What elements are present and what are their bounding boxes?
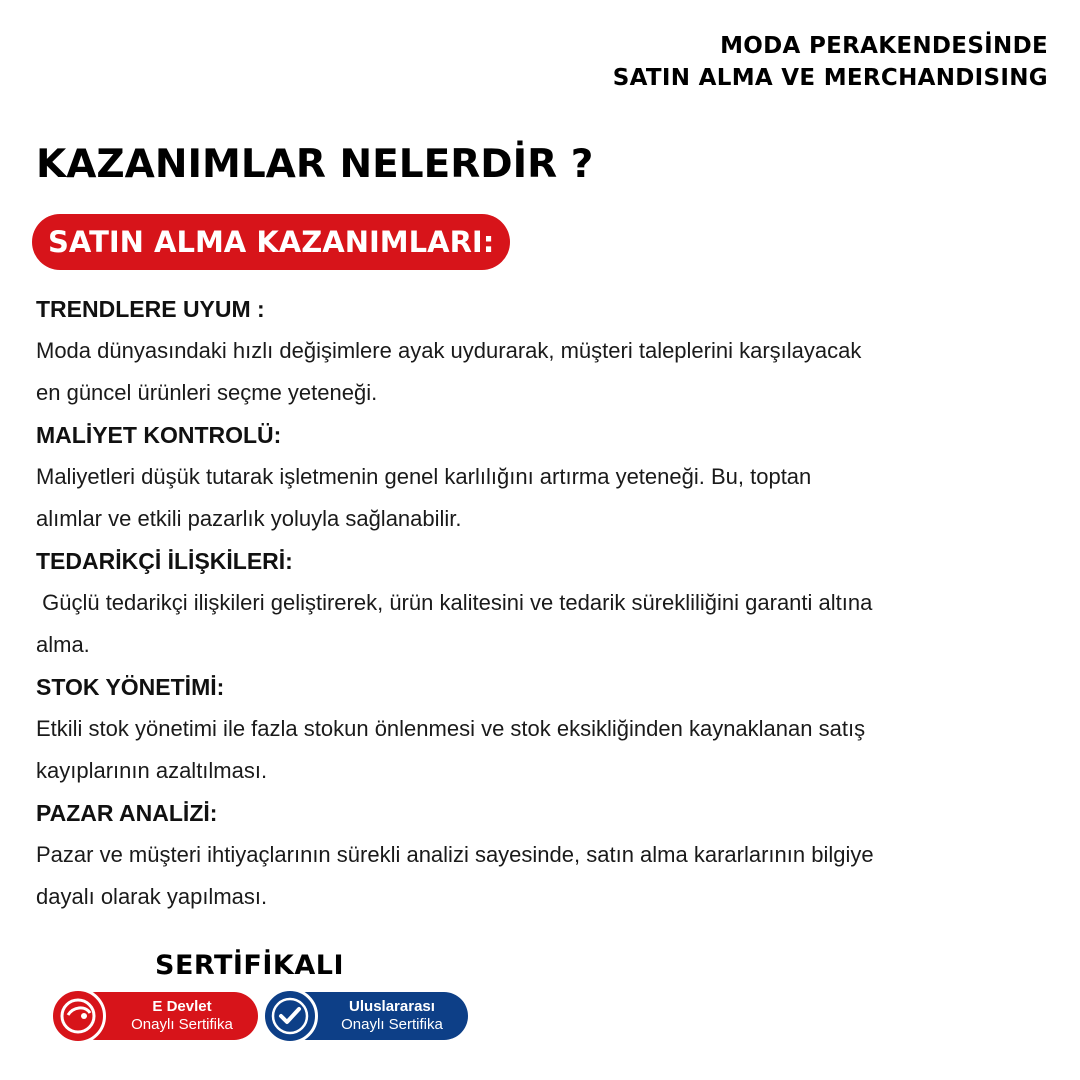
main-heading: KAZANIMLAR NELERDİR ? xyxy=(36,142,594,187)
section-pill-label: SATIN ALMA KAZANIMLARI: xyxy=(48,225,495,259)
gain-description xyxy=(36,582,996,666)
gain-title: PAZAR ANALİZİ: xyxy=(36,800,218,826)
gain-description-line: dayalı olarak yapılması. xyxy=(36,884,268,909)
section-pill xyxy=(32,214,510,270)
international-badge-subtitle: Onaylı Sertifika xyxy=(341,1016,443,1033)
international-badge-title: Uluslararası xyxy=(349,998,435,1015)
checkmark-icon xyxy=(262,988,318,1044)
gain-description-line: Moda dünyasındaki hızlı değişimlere ayak uydurarak, müşteri taleplerini karşılayacak xyxy=(36,338,862,363)
gain-title: TRENDLERE UYUM : xyxy=(36,296,265,322)
gain-description xyxy=(36,834,996,918)
gain-description xyxy=(36,330,996,414)
header-title xyxy=(613,30,1048,94)
edevlet-badge-title: E Devlet xyxy=(152,998,212,1015)
edevlet-badge-subtitle: Onaylı Sertifika xyxy=(131,1016,233,1033)
certification-title: SERTİFİKALI xyxy=(155,950,344,981)
gain-item xyxy=(36,288,1046,414)
gain-title: MALİYET KONTROLÜ: xyxy=(36,422,282,448)
header-title-line-2: SATIN ALMA VE MERCHANDISING xyxy=(612,65,1048,91)
gain-item xyxy=(36,666,1046,792)
gain-item xyxy=(36,540,1046,666)
gain-description-line: alımlar ve etkili pazarlık yoluyla sağlanabilir. xyxy=(36,506,462,531)
gain-description-line: Pazar ve müşteri ihtiyaçlarının sürekli analizi sayesinde, satın alma kararlarının bilgiye xyxy=(36,842,874,867)
gain-title: TEDARİKÇİ İLİŞKİLERİ: xyxy=(36,548,293,574)
gain-description xyxy=(36,708,996,792)
gain-item xyxy=(36,414,1046,540)
gain-description-line: Güçlü tedarikçi ilişkileri geliştirerek, ürün kalitesini ve tedarik sürekliliğini garanti altına xyxy=(36,590,873,615)
gain-description xyxy=(36,456,996,540)
gain-description-line: Maliyetleri düşük tutarak işletmenin genel karlılığını artırma yeteneği. Bu, toptan xyxy=(36,464,812,489)
gain-title: STOK YÖNETİMİ: xyxy=(36,674,225,700)
edevlet-logo-icon xyxy=(50,988,106,1044)
gain-description-line: alma. xyxy=(36,632,90,657)
gains-list xyxy=(36,288,1046,918)
gain-description-line: kayıplarının azaltılması. xyxy=(36,758,268,783)
gain-description-line: en güncel ürünleri seçme yeteneği. xyxy=(36,380,378,405)
gain-item xyxy=(36,792,1046,918)
header-title-line-1: MODA PERAKENDESİNDE xyxy=(720,33,1048,59)
gain-description-line: Etkili stok yönetimi ile fazla stokun önlenmesi ve stok eksikliğinden kaynaklanan satış xyxy=(36,716,866,741)
